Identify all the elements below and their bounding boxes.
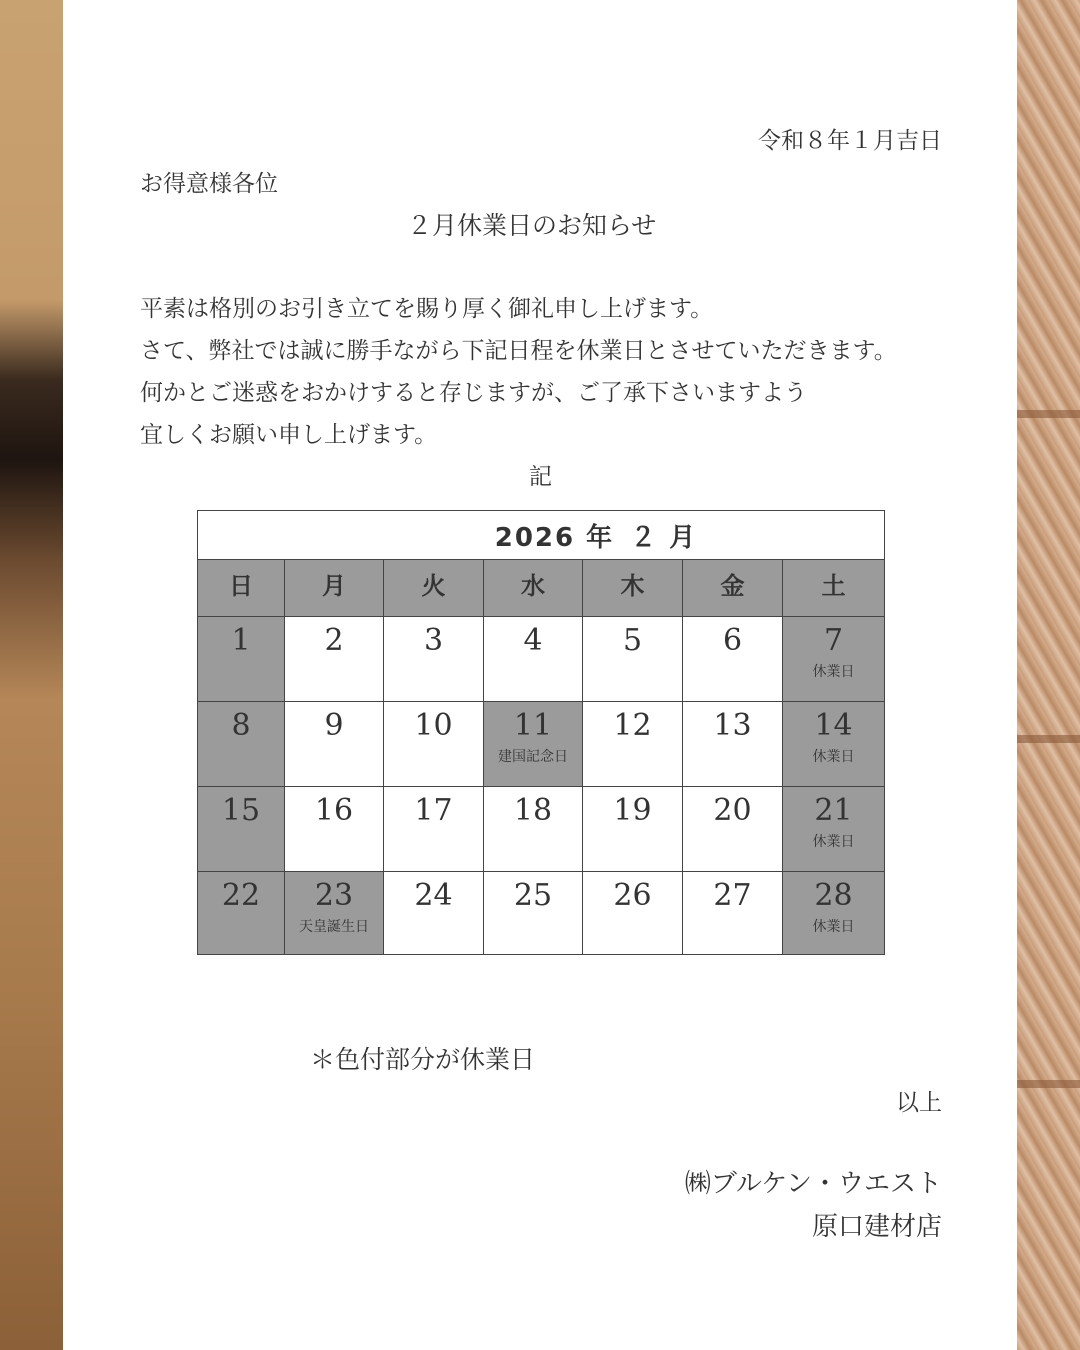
calendar-day [583, 872, 683, 954]
branch-name: 原口建材店 [811, 1212, 942, 1242]
calendar-day [683, 787, 783, 872]
calendar-day [285, 702, 384, 787]
calendar-day-holiday [783, 872, 884, 954]
calendar-day [384, 872, 484, 954]
issue-date: 令和８年１月吉日 [758, 128, 942, 154]
addressee: お得意様各位 [140, 171, 278, 197]
weekday-header: 月 [285, 560, 384, 617]
day-number: 1 [231, 623, 251, 658]
day-number: 3 [423, 623, 444, 658]
day-note: 建国記念日 [498, 749, 568, 765]
calendar-day [683, 872, 783, 954]
calendar-day-holiday [198, 787, 285, 872]
calendar-day [484, 617, 583, 702]
ki-heading: 記 [529, 464, 552, 490]
footnote: ＊色付部分が休業日 [310, 1045, 536, 1074]
calendar-year: 2026 年 [494, 522, 615, 553]
calendar-day-holiday [285, 872, 384, 954]
day-number: 7 [823, 623, 844, 658]
day-number: 19 [613, 793, 652, 828]
day-number: 4 [523, 623, 543, 658]
day-number: 14 [814, 708, 853, 743]
notice-title: ２月休業日のお知らせ [407, 211, 657, 240]
calendar-day-holiday [198, 617, 285, 702]
day-number: 27 [713, 878, 752, 913]
calendar-day [484, 872, 583, 954]
body-line: さて、弊社では誠に勝手ながら下記日程を休業日とさせていただきます。 [140, 338, 897, 364]
closing: 以上 [896, 1090, 942, 1116]
day-number: 2 [324, 623, 344, 658]
day-number: 6 [722, 623, 743, 658]
calendar-day-holiday [783, 787, 884, 872]
day-number: 12 [613, 708, 652, 743]
calendar-day [484, 787, 583, 872]
body-line: 平素は格別のお引き立てを賜り厚く御礼申し上げます。 [140, 296, 714, 322]
day-number: 20 [713, 793, 752, 828]
day-number: 28 [814, 878, 853, 913]
body-line: 何かとご迷惑をおかけすると存じますが、ご了承下さいますよう [140, 380, 807, 406]
day-number: 9 [324, 708, 344, 743]
calendar-day-holiday [783, 702, 884, 787]
day-note: 休業日 [812, 664, 855, 680]
calendar-day [683, 617, 783, 702]
day-number: 24 [414, 878, 453, 913]
day-number: 10 [414, 708, 453, 743]
day-number: 16 [314, 793, 354, 828]
calendar-day [384, 787, 484, 872]
weekday-header: 木 [583, 560, 683, 617]
calendar-day [384, 617, 484, 702]
weekday-header: 火 [384, 560, 484, 617]
day-number: 22 [221, 878, 261, 913]
day-number: 8 [231, 708, 251, 743]
calendar-day-holiday [783, 617, 884, 702]
calendar-day [285, 617, 384, 702]
calendar-day [384, 702, 484, 787]
day-number: 5 [622, 623, 643, 658]
calendar-day [583, 617, 683, 702]
calendar-day-holiday [198, 872, 285, 954]
background-wood [1017, 0, 1080, 1350]
weekday-header: 日 [198, 560, 285, 617]
day-note: 天皇誕生日 [299, 919, 369, 935]
calendar-day [583, 787, 683, 872]
day-number: 15 [221, 793, 261, 828]
weekday-header: 金 [683, 560, 783, 617]
day-note: 休業日 [812, 919, 855, 935]
calendar-day [583, 702, 683, 787]
background-left [0, 0, 63, 1350]
day-note: 休業日 [812, 834, 855, 850]
calendar-day [285, 787, 384, 872]
day-number: 23 [314, 878, 354, 913]
calendar-day [683, 702, 783, 787]
day-number: 13 [713, 708, 752, 743]
calendar-day-holiday [484, 702, 583, 787]
day-number: 26 [613, 878, 652, 913]
calendar-title [198, 511, 884, 560]
company-name: ㈱ブルケン・ウエスト [684, 1169, 942, 1199]
day-note: 休業日 [812, 749, 855, 765]
weekday-header: 土 [783, 560, 884, 617]
day-number: 25 [513, 878, 553, 913]
calendar-month: ２ 月 [630, 522, 698, 553]
calendar-day-holiday [198, 702, 285, 787]
day-number: 18 [513, 793, 553, 828]
day-number: 11 [513, 708, 553, 743]
body-line: 宜しくお願い申し上げます。 [140, 422, 438, 448]
weekday-header: 水 [484, 560, 583, 617]
holiday-calendar [197, 510, 885, 955]
day-number: 21 [814, 793, 853, 828]
day-number: 17 [414, 793, 453, 828]
